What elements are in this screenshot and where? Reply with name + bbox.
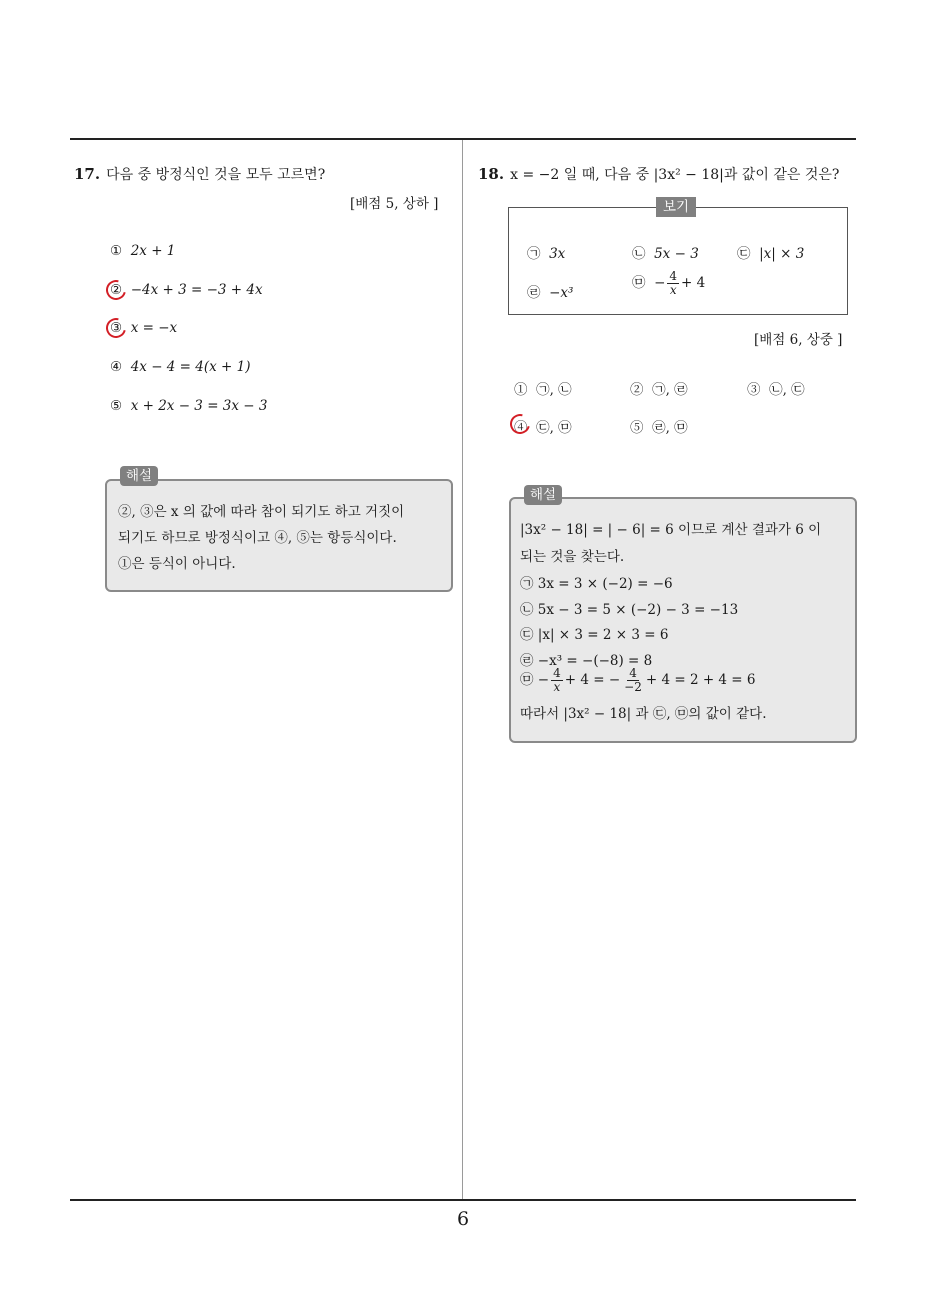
bogi-label: ㉣ xyxy=(527,285,541,301)
bogi-expr-pre: − xyxy=(654,275,666,291)
choice-expr: x = −x xyxy=(130,320,178,336)
q17-solution-tag: 해설 xyxy=(120,466,158,486)
q18-solution-line-4: ㉡ 5x − 3 = 5 × (−2) − 3 = −13 xyxy=(520,602,739,618)
line7-mid: + 4 = − xyxy=(564,672,621,688)
question-18-score: [배점 6, 상중 ] xyxy=(754,332,843,348)
choice-expr: ㉠, ㉡ xyxy=(536,382,572,398)
q17-solution-line-2: 되기도 하므로 방정식이고 ④, ⑤는 항등식이다. xyxy=(118,530,397,546)
q18-choice-5[interactable] xyxy=(630,416,688,436)
q18-solution-line-1: |3x² − 18| = | − 6| = 6 이므로 계산 결과가 6 이 xyxy=(520,522,822,538)
column-divider xyxy=(462,140,463,1200)
q18-solution-tag: 해설 xyxy=(524,485,562,505)
choice-label: ② xyxy=(110,282,123,298)
choice-label: ④ xyxy=(514,420,528,436)
choice-label: ② xyxy=(630,382,644,398)
choice-expr: ㉣, ㉤ xyxy=(652,420,688,436)
fraction-numerator: 4 xyxy=(553,666,561,680)
bogi-item-d xyxy=(527,281,573,301)
fraction-numerator: 4 xyxy=(629,666,637,680)
bogi-label: ㉠ xyxy=(527,246,541,262)
choice-label: ④ xyxy=(110,359,123,375)
choice-label: ① xyxy=(110,243,123,259)
answer-mark-q17-2 xyxy=(102,276,129,303)
q17-solution-line-1: ②, ③은 x 의 값에 따라 참이 되기도 하고 거짓이 xyxy=(118,504,405,520)
question-17-score: [배점 5, 상하 ] xyxy=(350,196,439,212)
bogi-label: ㉢ xyxy=(737,246,751,262)
question-17-number: 17. xyxy=(74,165,101,183)
choice-expr: ㉢, ㉤ xyxy=(536,420,572,436)
question-18-number: 18. xyxy=(478,165,505,183)
bogi-expr: −x³ xyxy=(549,285,574,301)
q18-solution-line-3: ㉠ 3x = 3 × (−2) = −6 xyxy=(520,576,673,592)
bogi-item-b xyxy=(632,242,699,262)
choice-label: ⑤ xyxy=(630,420,644,436)
q18-choice-1[interactable] xyxy=(514,378,572,398)
choice-expr: ㉠, ㉣ xyxy=(652,382,688,398)
q17-choice-1[interactable] xyxy=(110,243,175,259)
choice-label: ③ xyxy=(747,382,761,398)
line7-post: + 4 = 2 + 4 = 6 xyxy=(645,672,756,688)
page-number: 6 xyxy=(456,1208,470,1230)
q17-solution-line-3: ①은 등식이 아니다. xyxy=(118,556,236,572)
bogi-item-e xyxy=(632,270,705,297)
question-17-title xyxy=(74,164,325,184)
q17-choice-2[interactable] xyxy=(110,282,263,298)
answer-mark-q17-3 xyxy=(102,314,129,341)
bogi-tag: 보기 xyxy=(656,197,696,217)
fraction-denominator: x xyxy=(669,283,677,297)
fraction-numerator: 4 xyxy=(669,269,678,283)
bogi-expr: 3x xyxy=(549,246,566,262)
bottom-rule xyxy=(70,1199,856,1201)
choice-expr: −4x + 3 = −3 + 4x xyxy=(130,282,263,298)
bogi-expr-post: + 4 xyxy=(681,275,706,291)
q18-solution-line-5: ㉢ |x| × 3 = 2 × 3 = 6 xyxy=(520,627,669,643)
q17-choice-4[interactable] xyxy=(110,359,251,375)
line7-fraction-1 xyxy=(551,667,563,694)
bogi-expr: |x| × 3 xyxy=(759,246,805,262)
bogi-item-c xyxy=(737,242,804,262)
q17-choice-5[interactable] xyxy=(110,398,267,414)
question-17-text: 다음 중 방정식인 것을 모두 고르면? xyxy=(106,167,326,183)
choice-expr: 4x − 4 = 4(x + 1) xyxy=(130,359,251,375)
bogi-fraction xyxy=(667,270,679,297)
choice-expr: x + 2x − 3 = 3x − 3 xyxy=(130,398,268,414)
fraction-denominator: x xyxy=(553,680,561,694)
q18-solution-line-2: 되는 것을 찾는다. xyxy=(520,549,625,565)
q18-choice-2[interactable] xyxy=(630,378,688,398)
line7-pre: ㉤ − xyxy=(520,672,550,688)
bogi-label: ㉡ xyxy=(632,246,646,262)
choice-label: ⑤ xyxy=(110,398,123,414)
bogi-expr: 5x − 3 xyxy=(654,246,699,262)
fraction-denominator: −2 xyxy=(624,680,642,694)
line7-fraction-2 xyxy=(622,667,644,694)
bogi-label: ㉤ xyxy=(632,275,646,291)
question-18-title xyxy=(478,164,839,184)
q18-choice-3[interactable] xyxy=(747,378,805,398)
q18-solution-line-7 xyxy=(520,667,756,694)
bogi-item-a xyxy=(527,242,565,262)
q18-solution-line-8: 따라서 |3x² − 18| 과 ㉢, ㉤의 값이 같다. xyxy=(520,706,767,722)
choice-label: ① xyxy=(514,382,528,398)
question-18-text: x = −2 일 때, 다음 중 |3x² − 18|과 값이 같은 것은? xyxy=(510,167,840,183)
choice-expr: ㉡, ㉢ xyxy=(769,382,805,398)
choice-label: ③ xyxy=(110,320,123,336)
top-rule xyxy=(70,138,856,140)
choice-expr: 2x + 1 xyxy=(130,243,176,259)
q18-solution-line-6: ㉣ −x³ = −(−8) = 8 xyxy=(520,653,653,669)
